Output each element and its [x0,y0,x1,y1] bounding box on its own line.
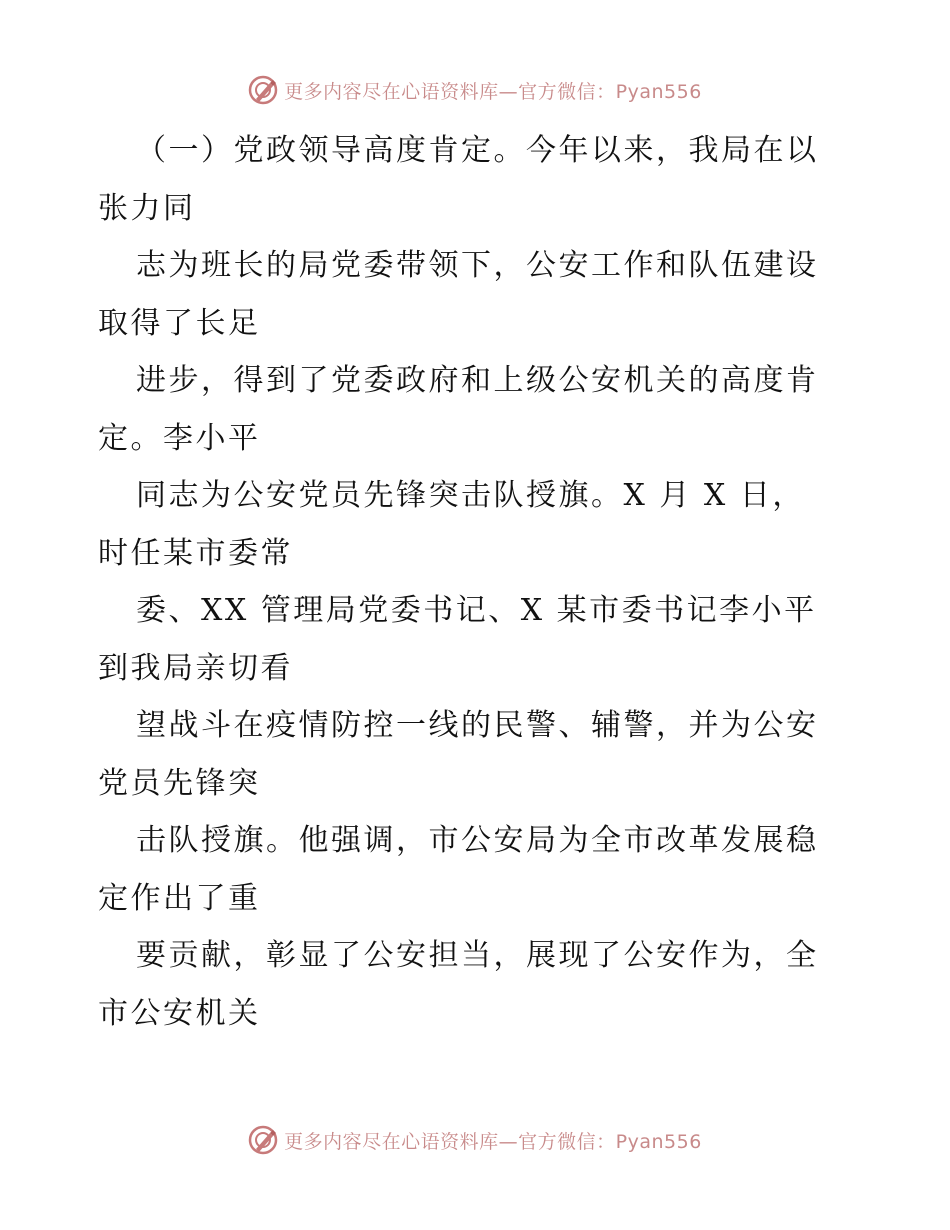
text-line: 定作出了重 [98,880,261,916]
watermark-header [0,70,950,110]
text-line: 要贡献，彰显了公安担当，展现了公安作为，全 [136,938,819,973]
text-line: （一）党政领导高度肯定。今年以来，我局在以 [136,133,819,168]
text-line: 到我局亲切看 [98,650,293,686]
watermark-text: 更多内容尽在心语资料库—官方微信：Pyan556 [284,80,702,103]
text-line: 同志为公安党员先锋突击队授旗。X 月 X 日， [136,478,805,513]
pen-seal-logo-icon [248,1125,278,1155]
text-line: 委、XX 管理局党委书记、X 某市委书记李小平 [136,593,817,628]
text-line: 党员先锋突 [98,765,261,801]
text-line: 击队授旗。他强调，市公安局为全市改革发展稳 [136,823,819,858]
watermark-footer [0,1120,950,1160]
text-line: 望战斗在疫情防控一线的民警、辅警，并为公安 [136,708,819,743]
text-line: 定。李小平 [98,420,261,456]
text-line: 市公安机关 [98,995,261,1031]
text-line: 张力同 [98,190,196,226]
text-line: 志为班长的局党委带领下，公安工作和队伍建设 [136,248,819,283]
text-line: 时任某市委常 [98,535,293,571]
document-body [98,122,858,1042]
pen-seal-logo-icon [248,75,278,105]
watermark-text: 更多内容尽在心语资料库—官方微信：Pyan556 [284,1130,702,1153]
text-line: 取得了长足 [98,305,261,341]
text-line: 进步，得到了党委政府和上级公安机关的高度肯 [136,363,819,398]
